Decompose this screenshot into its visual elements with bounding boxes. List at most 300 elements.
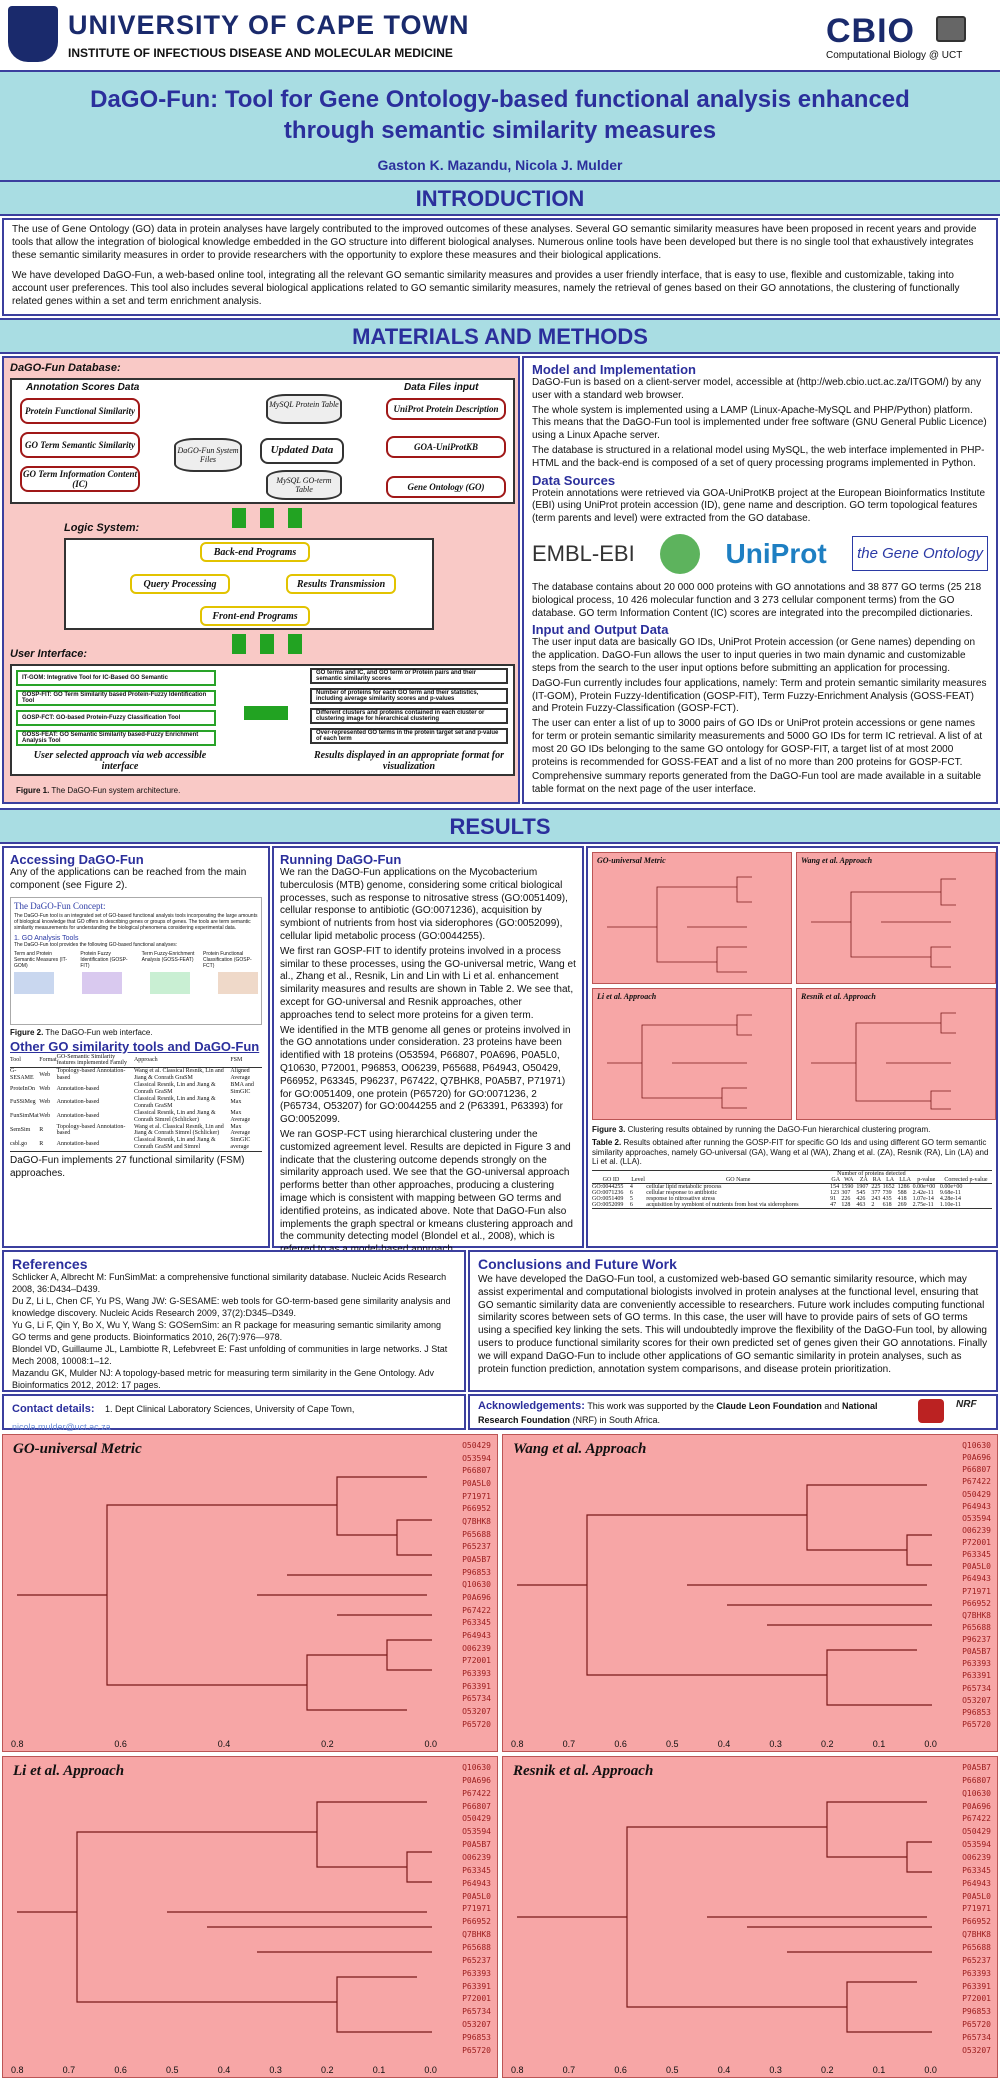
results-tx-box: Results Transmission [286,574,396,594]
axis-tick-label: 0.6 [614,1739,627,1749]
annot-title: Annotation Scores Data [26,382,140,393]
cell: 123 [830,1189,840,1196]
cell: 4 [629,1183,633,1190]
fig1-label: Figure 1. [16,786,50,795]
small-dendrogram [801,1003,961,1113]
cell: 91 [830,1195,837,1202]
axis-tick-label: 0.5 [666,2065,679,2075]
file-box-go: Gene Ontology (GO) [386,476,506,498]
table-row [10,1137,262,1151]
cell: ProteInOn [10,1085,35,1092]
cell: Topology-based Annotation-based [56,1068,126,1082]
leaf-label: P72001 [462,1656,491,1666]
file-box-uniprot: UniProt Protein Description [386,398,506,420]
leaf-label: P66807 [462,1801,491,1811]
leaf-label: P65720 [462,1719,491,1729]
contact-line-1: 1. Dept Clinical Laboratory Sciences, University of Cape Town, [104,1404,355,1414]
contact-email-1[interactable]: nicola.mulder@uct.ac.za [12,1422,111,1432]
leaf-label: O50429 [962,1827,991,1837]
sources-bullet-2: The database contains about 20 000 000 proteins with GO annotations and 38 877 GO terms (25 218 biological process, 10 426 molecular function and 3 273 cellular component terms) from the GO database. GO term Information Content (IC) scores are integrated into the precompiled dictionaries. [532,581,982,619]
axis-tick-label: 0.8 [511,1739,524,1749]
axis-tick-label: 0.2 [821,1739,834,1749]
fig1-text: The DaGO-Fun system architecture. [51,786,181,795]
leaf-label: P66807 [462,1466,491,1476]
ui-title: User Interface: [10,648,88,660]
frontend-box: Front-end Programs [200,606,310,626]
leaf-label: P63345 [962,1550,991,1560]
fsm-note: DaGO-Fun implements 27 functional similarity (FSM) approaches. [10,1155,245,1179]
leaf-label: P0A696 [962,1453,991,1463]
running-panel [272,846,584,1248]
cell: Annotation-based [56,1085,100,1092]
intro-heading: INTRODUCTION [415,186,585,211]
tree-wang [502,1434,998,1752]
reference-item: Blondel VD, Guillaume JL, Lambiotte R, Lefebvreet E: Fast unfolding of communities in large networks. J Stat Mech 2008, 10008:1–12. [12,1344,448,1366]
cell: 269 [897,1201,907,1208]
leaf-label: P65734 [462,2007,491,2017]
th: p-value [917,1176,936,1183]
small-tree-li [592,988,792,1120]
axis-tick-label: 0.8 [11,1739,24,1749]
cell: Annotation-based [56,1113,100,1120]
intro-paragraph-1: The use of Gene Ontology (GO) data in protein analyses have largely contributed to the improved outcomes of these analyses. Several GO semantic similarity measures have been proposed in recent years and provide tools that allow the integration of biological knowledge embedded in the GO structure into different biological analyses. Numerous online tools have been developed but there is no single tool that exhaustively integrates these semantic similarity measures in order to provide researchers with the opportunity to explore these measures and their biological applications. [12,224,977,261]
leaf-label: P63393 [962,1968,991,1978]
leaf-label: P71971 [962,1904,991,1914]
leaf-label: P66952 [962,1917,991,1927]
th-family: GO-Semantic Similarity features implemented Family [56,1053,127,1067]
leaf-label: P96853 [462,2033,491,2043]
small-tree-grid [592,852,992,1122]
cell: 307 [841,1189,851,1196]
leaf-label: P64943 [462,1631,491,1641]
th: GO Name [725,1176,751,1183]
axis-tick-label: 0.7 [62,2065,76,2075]
claude-leon-logo-icon [918,1399,944,1423]
model-bullet-1: DaGO-Fun is based on a client-server model, accessible at (http://web.cbio.uct.ac.za/ITGOM/) by any user with a standard web browser. [532,377,982,401]
logo-row [532,528,988,580]
cell: SemSim [10,1126,31,1133]
leaf-label: O53207 [462,1707,491,1717]
leaf-label: P0A696 [462,1775,491,1785]
leaf-label: P65237 [962,1955,991,1965]
ack-text-a: This work was supported by the [587,1401,714,1411]
leaf-label: P67422 [462,1605,491,1615]
cell: GO:0044255 [592,1183,624,1190]
access-heading: Accessing DaGO-Fun [10,852,144,867]
cell: 377 [871,1189,881,1196]
cell: 1907 [856,1183,869,1190]
leaf-label: P63391 [462,1681,491,1691]
axis-tick-label: 0.0 [424,1739,437,1749]
cell: 154 [830,1183,840,1190]
leaf-label: O53594 [462,1827,491,1837]
leaf-label: P65237 [462,1542,491,1552]
run-bullet-1: We ran the DaGO-Fun applications on the Mycobacterium tuberculosis (MTB) genome, considering some critical biological processes, such as response to nitrosative stress (GO:0051409), cellular response to antibiotic (GO:0071236), acquisition by symbiont of nutrients from host via siderophores (GO:0052099), cellular lipid metabolic process (GO:0044255). [280,867,568,942]
cell: 9.68e-11 [939,1189,961,1196]
leaf-labels [462,1763,491,2055]
leaf-label: P65720 [962,2020,991,2030]
axis-tick-label: 0.0 [924,1739,937,1749]
th: Corrected p-value [944,1176,988,1183]
intro-band [0,180,1000,216]
leaf-label: P66807 [962,1775,991,1785]
table-row [10,1082,262,1096]
leaf-label: P66807 [962,1465,991,1475]
leaf-label: Q10630 [462,1580,491,1590]
leaf-label: O53594 [462,1453,491,1463]
cell: 1590 [841,1183,854,1190]
small-tree-go-universal [592,852,792,984]
leaf-label: P0A5L0 [962,1891,991,1901]
cell: 463 [856,1201,866,1208]
cell: FuSSiMeg [10,1099,36,1106]
leaf-label: P65688 [962,1943,991,1953]
cell: 1.10e-11 [939,1201,961,1208]
title-band [0,70,1000,182]
th: LLA [899,1176,911,1183]
axis-tick-label: 0.0 [424,2065,437,2075]
table-row [10,1110,262,1124]
poster-title-line2: through semantic similarity measures [283,117,717,144]
leaf-label: P72001 [462,1994,491,2004]
leaf-label: P65720 [462,2045,491,2055]
cell: GO:0071236 [592,1189,624,1196]
cell: Wang et al. Classical Resnik, Lin and Jiang & Conrath GraSM [133,1068,224,1082]
web-tab-2[interactable]: Protein Fuzzy Identification (GOSP-FIT) [80,951,128,970]
cell: 6 [629,1189,633,1196]
cell: 0.00e+00 [912,1183,936,1190]
leaf-label: O06239 [962,1853,991,1863]
cell: Classical Resnik, Lin and Jiang & Conrath GraSM [133,1095,216,1109]
cell: FunSimMat [10,1113,39,1120]
axis-tick-label: 0.7 [562,1739,576,1749]
cell: Web [39,1085,51,1092]
leaf-label: P63345 [462,1865,491,1875]
leaf-label: P67422 [962,1814,991,1824]
tree-title: Wang et al. Approach [513,1441,647,1457]
leaf-label: O53594 [962,1513,991,1523]
tree-li [2,1756,498,2078]
leaf-label: P63345 [462,1618,491,1628]
green-arrows-top [232,508,302,528]
leaf-labels [962,1441,991,1729]
leaf-label: P65720 [962,1719,991,1729]
ack-text-c: (NRF) in South Africa. [572,1415,661,1426]
system-files-cylinder: DaGO-Fun System Files [174,438,242,472]
leaf-label: P0A5L0 [462,1479,491,1489]
fig1-caption [16,786,180,795]
small-dendrogram [597,867,757,977]
tab2-caption [592,1138,992,1167]
nrf-logo: NRF [956,1399,977,1410]
axis-tick-label: 0.5 [666,1739,679,1749]
axis-tick-label: 0.4 [217,2065,231,2075]
uct-crest-icon [8,6,58,62]
io-bullet-3: The user can enter a list of up to 3000 pairs of GO IDs or UniProt protein accessions or gene names for term or protein semantic similarity measurements and 5000 GO IDs for term IC retrieval. A list of at most 20 GO IDs belonging to the same GO ontology for GOSP-FIT, a target list of at most 2000 proteins is recommended for GOSS-FEAT and a list of no more than 200 proteins for GOSP-FCT. [532,718,983,768]
web-desc: The DaGO-Fun tool is an integrated set of GO-based functional analysis tools incorporating the large amounts of biological knowledge that GO offers in describing genes or groups of genes. The tools are term semantic similarity measurements for understanding the biological phenomena considering experimental data. [14,912,258,932]
ebi-dots-icon [660,534,700,574]
leaf-label: O50429 [462,1441,491,1450]
ack-label: Acknowledgements: [478,1400,585,1412]
conclusions-text: We have developed the DaGO-Fun tool, a customized web-based GO semantic similarity resource, which may assist experimental and computational biologists involved in protein analyses at the functional level, ensuring that GO semantic similarity data are conveniently accessible to researchers. Future work includes computing functional similarity scores between sets of GO terms. In this case, the user will have to provide pairs of sets of GO terms using a specified key linking the sets. This will undoubtedly improve the flexibility of the DaGO-Fun tool, by allowing users to produce functional similarity scores for their own predicted set of genes given their GO annotations. Finally we will expand DaGO-Fun to include other applications of GO semantic similarity in protein analyses, such as protein function prediction, annotation system comparisons, and disease protein prioritization. [478,1274,988,1375]
cell: GO:0052099 [592,1201,624,1208]
cell: GO:0051409 [592,1195,624,1202]
fig3-caption [592,1125,992,1134]
web-sub: The DaGO-Fun tool provides the following GO-based functional analyses: [14,942,178,949]
leaf-label: P66952 [962,1598,991,1608]
methods-band [0,318,1000,354]
cell: 6 [629,1201,633,1208]
cell: 4.28e-14 [939,1195,962,1202]
fig2-label: Figure 2. [10,1027,44,1037]
methods-text-panel [522,356,998,804]
cell: R [39,1126,44,1133]
leaf-label: P72001 [962,1994,991,2004]
th: GO ID [602,1176,620,1183]
io-bullet-4: Comprehensive summary reports generated from the DaGO-Fun tool are made available in a suitable table format on the next page of the user interface. [532,771,982,796]
web-tab-images [14,972,258,994]
axis-tick-label: 0.4 [717,2065,731,2075]
dendrogram [7,1465,437,1723]
axis-ticks [11,2065,437,2075]
cell: 0.00e+00 [939,1183,963,1190]
backend-box: Back-end Programs [200,542,310,562]
small-tree-title: Li et al. Approach [597,992,657,1001]
tree-resnik [502,1756,998,2078]
architecture-figure-panel [2,356,520,804]
leaf-label: P63391 [462,1981,491,1991]
table-row [592,1202,992,1209]
running-heading: Running DaGO-Fun [280,852,402,867]
run-bullet-2: We first ran GOSP-FIT to identify proteins involved in a process similar to these processes, using the GO-universal metric, Wang et al., Zhang et al., Resnik, Lin and Lin with Li et al. enhancement similarity measures and results are shown in Table 2. We see that, except for GO-universal and Resnik approaches, other approaches tend to select more proteins for a given term. [280,945,576,1021]
axis-ticks [511,2065,937,2075]
header [0,0,1000,70]
leaf-label: P64943 [462,1878,491,1888]
leaf-label: P63391 [962,1671,991,1681]
small-tree-title: Wang et al. Approach [801,856,873,865]
cell: 418 [897,1195,907,1202]
cell: Web [39,1071,51,1078]
web-tab-4[interactable]: Protein Functional Classification (GOSP-FCT) [202,951,252,970]
conclusions-panel [468,1250,998,1392]
leaf-label: O50429 [462,1814,491,1824]
leaf-label: P0A696 [462,1593,491,1603]
th: WA [844,1176,854,1183]
dendrogram [507,1465,937,1723]
cell: 1652 [882,1183,895,1190]
axis-tick-label: 0.0 [924,2065,937,2075]
axis-tick-label: 0.2 [321,2065,334,2075]
cell: R [39,1140,44,1147]
leaf-label: P0A5B7 [962,1647,991,1657]
axis-tick-label: 0.1 [872,1739,886,1749]
leaf-labels [462,1441,491,1729]
small-tree-wang [796,852,996,984]
table-row [10,1096,262,1110]
leaf-label: P63393 [962,1659,991,1669]
io-bullet-2: DaGO-Fun currently includes four applications, namely: Term and protein semantic similarity measures (IT-GOM), Protein Fuzzy-Identification (GOSP-FIT), Term Fuzzy-Enrichment Analysis (GOSS-FEAT) and Protein Fuzzy-Classification (GOSP-FCT). [532,677,987,715]
leaf-label: P96853 [962,1707,991,1717]
cell: 225 [871,1183,881,1190]
fig3-label: Figure 3. [592,1125,626,1134]
contact-label: Contact details: [12,1403,95,1415]
leaf-label: P67422 [962,1477,991,1487]
dendrogram [507,1787,937,2049]
axis-tick-label: 0.5 [166,2065,179,2075]
tab2-label: Table 2. [592,1138,622,1147]
ui-caption-left: User selected approach via web accessible interface [33,750,207,772]
cell: 426 [856,1195,866,1202]
cell: Classical Resnik, Lin and Jiang & Conrath GraSM and Simrel [133,1137,216,1151]
leaf-label: P71971 [962,1586,991,1596]
th: GA [831,1176,841,1183]
leaf-label: P0A5B7 [962,1763,991,1772]
leaf-label: P72001 [962,1538,991,1547]
tool-gospfct: GOSP-FCT: GO-based Protein-Fuzzy Classification Tool [16,710,216,726]
tree-title: GO-universal Metric [13,1441,142,1457]
uniprot-logo: UniProt [725,537,827,569]
leaf-label: P0A5B7 [462,1840,491,1850]
output-4: Over-represented GO terms in the protein target set and p-value of each term [310,728,508,744]
cell: Max Average [230,1109,251,1123]
th: RA [872,1176,882,1183]
leaf-label: P64943 [962,1501,991,1511]
leaf-label: P65734 [962,1683,991,1693]
leaf-label: P0A5L0 [462,1891,491,1901]
reference-item: Du Z, Li L, Chen CF, Yu PS, Wang JW: G-SESAME: web tools for GO-term-based gene similarity analysis and knowledge discovery. Nucleic Acids Research 2009, 37(2):D345–D349. [12,1296,451,1318]
ebi-logo: EMBL-EBI [532,540,635,566]
leaf-label: P65237 [462,1955,491,1965]
axis-tick-label: 0.2 [821,2065,834,2075]
dendrogram [7,1787,437,2049]
cell: 2.75e-11 [912,1201,934,1208]
axis-tick-label: 0.3 [269,2065,282,2075]
leaf-label: P63345 [962,1865,991,1875]
clustering-panel [586,846,998,1248]
access-panel [2,846,270,1248]
references-panel [2,1250,466,1392]
cell: Wang et al. Classical Resnik, Lin and Jiang & Conrath Simrel (Schlicker) [133,1123,224,1137]
results-heading: RESULTS [449,814,551,839]
cell: G-SESAME [10,1068,34,1082]
axis-tick-label: 0.2 [321,1739,334,1749]
tree-go-universal [2,1434,498,1752]
cell: BMA and SimGIC [230,1082,254,1096]
axis-tick-label: 0.1 [872,2065,886,2075]
axis-tick-label: 0.6 [114,2065,127,2075]
leaf-label: P63391 [962,1981,991,1991]
db-box-term-sim: GO Term Semantic Similarity [20,432,140,458]
tool-itgom: IT-GOM: Integrative Tool for IC-Based GO Semantic [16,670,216,686]
updated-data-box: Updated Data [260,438,344,464]
mysql-go-cylinder: MySQL GO-term Table [266,470,342,500]
tree-title: Resnik et al. Approach [513,1763,654,1779]
ui-arrow-icon [244,706,288,720]
axis-tick-label: 0.7 [562,2065,576,2075]
run-bullet-4: We ran GOSP-FCT using hierarchical clustering under the customized agreement level. Results are depicted in Figure 3 and indicate that the clustering outcome depends strongly on the similarity approach used. We see that the GO-universal approach performs better than other approaches, producing a clustering image which is consistent with mapping between GO terms and identified proteins, as indicated above. Note that DaGO-Fun also implements the graph spectral or kmeans clustering approach and the community detecting model (Blondel et al., 2008), which is [280,1128,573,1243]
leaf-label: O06239 [462,1643,491,1653]
cell: 243 [871,1195,881,1202]
leaf-label: Q7BHK8 [462,1930,491,1940]
access-text: Any of the applications can be reached from the main component (see Figure 2). [10,867,247,891]
web-title: The DaGO-Fun Concept: [14,900,106,911]
leaf-label: O53207 [462,2020,491,2030]
web-tab-1[interactable]: Term and Protein Semantic Measures (IT-GOM) [14,951,68,970]
cell: cellular lipid metabolic process [646,1183,722,1190]
tool-gossfeat: GOSS-FEAT: GO Semantic Similarity based-Fuzzy Enrichment Analysis Tool [16,730,216,746]
output-2: Number of proteins for each GO term and their statistics, including average similarity scores and p-values [310,688,508,704]
leaf-label: Q10630 [962,1788,991,1798]
institute-name: INSTITUTE OF INFECTIOUS DISEASE AND MOLECULAR MEDICINE [68,46,453,60]
sources-bullet-1: Protein annotations were retrieved via GOA-UniProtKB project at the European Bioinformatics Institute (EBI) using UniProt protein accession (ID), gene name and description. GO term topological features (term parents and level) were extracted from the GO database. [532,487,986,525]
sources-heading: Data Sources [532,472,616,488]
cell: 2 [871,1201,875,1208]
mysql-protein-cylinder: MySQL Protein Table [266,394,342,424]
file-box-goa: GOA-UniProtKB [386,436,506,458]
leaf-label: P64943 [962,1574,991,1584]
cbio-laptop-icon [936,16,966,42]
cell: cellular response to antibiotic [646,1189,718,1196]
methods-heading: MATERIALS AND METHODS [352,324,648,349]
cell: 588 [897,1189,907,1196]
reference-item: Mazandu GK, Mulder NJ: A topology-based metric for measuring term similarity in the Gene Ontology. Adv Bioinformatics 2012, 2012: 17 pages. [12,1368,435,1390]
leaf-label: P0A5B7 [462,1555,491,1565]
reference-item: Yu G, Li F, Qin Y, Bo X, Wu Y, Wang S: GOSemSim: an R package for measuring semantic similarity among GO terms and gene products. Bioinformatics 2010, 26(7):976—978. [12,1320,442,1342]
th: ZA [859,1176,868,1183]
output-3: Different clusters and proteins contained in each cluster or clustering image for hierarchical clustering [310,708,508,724]
leaf-label: P96237 [962,1635,991,1644]
io-heading: Input and Output Data [532,622,669,638]
tools-table [10,1054,262,1152]
th-format: Format [39,1057,57,1064]
cell: 5 [629,1195,633,1202]
cell: acquisition by symbiont of nutrients from host via siderophores [646,1201,799,1208]
files-title: Data Files input [404,382,479,393]
th-tool: Tool [10,1057,21,1064]
small-dendrogram [597,1003,757,1113]
axis-tick-label: 0.1 [372,2065,386,2075]
web-tabs [14,951,258,969]
leaf-label: O50429 [962,1489,991,1499]
leaf-label: P0A696 [962,1801,991,1811]
small-tree-title: GO-universal Metric [597,856,666,865]
tab2-group-label: Number of proteins detected [837,1170,906,1177]
cell: 545 [856,1189,866,1196]
ui-caption-right: Results displayed in an appropriate format for visualization [314,750,505,772]
other-heading: Other GO similarity tools and DaGO-Fun [10,1038,260,1054]
go-logo: the Gene Ontology [852,536,988,571]
tab2-text: Results obtained after running the GOSP-FIT for specific GO Ids and using different GO term semantic similarity approaches, namely GO-universal (GA), Wang et al (WA), Zhang et al. (ZA), Resnik (RA), Lin (LA) and Li et al. (LLA). [592,1138,989,1167]
db-box-protein-sim: Protein Functional Similarity [20,398,140,424]
intro-panel [2,218,998,316]
tree-title: Li et al. Approach [13,1763,125,1779]
authors: Gaston K. Mazandu, Nicola J. Mulder [377,157,623,173]
model-heading: Model and Implementation [532,362,696,377]
leaf-label: P65734 [462,1694,491,1704]
axis-ticks [511,1739,937,1749]
green-arrows-bottom [232,634,302,654]
cell: Aligned Average [230,1068,251,1082]
leaf-label: P63393 [462,1669,491,1679]
cell: Web [39,1099,51,1106]
cbio-subtitle: Computational Biology @ UCT [826,50,963,61]
leaf-label: P64943 [962,1878,991,1888]
reference-item: Schlicker A, Albrecht M: FunSimMat: a comprehensive functional similarity database. Nucleic Acids Research 2008, 36:D434–D439. [12,1272,447,1294]
university-name: UNIVERSITY OF CAPE TOWN [68,10,470,40]
web-tab-3[interactable]: Term Fuzzy-Enrichment Analysis (GOSS-FEAT) [141,951,195,964]
leaf-label: P66952 [462,1504,491,1514]
cell: Annotation-based [56,1140,100,1147]
